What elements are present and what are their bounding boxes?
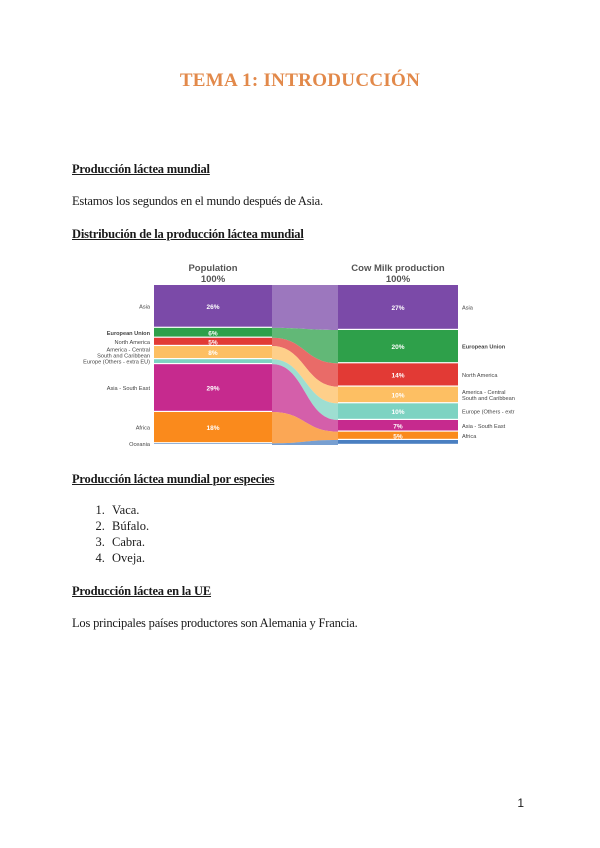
page-number: 1 — [517, 796, 524, 810]
population-value-label: 6% — [208, 330, 218, 338]
milk-value-label: 5% — [393, 433, 403, 441]
right-category-label: America - Central — [462, 390, 506, 396]
milk-value-label: 20% — [391, 344, 405, 352]
milk-value-label: 7% — [393, 423, 403, 431]
left-category-label: Africa — [135, 425, 150, 432]
right-category-label: Asia — [462, 305, 473, 312]
left-category-label: Europe (Others - extra EU) — [83, 359, 150, 366]
population-value-label: 18% — [206, 425, 220, 433]
list-item: 4. Oveja. — [108, 550, 149, 566]
milk-value-label: 10% — [391, 392, 405, 400]
column-subtitle: 100% — [385, 274, 411, 285]
right-category-label: North America — [462, 373, 498, 379]
left-category-label: South and Caribbean — [97, 353, 150, 360]
population-value-label: 29% — [206, 385, 220, 393]
flow-band — [272, 285, 338, 330]
milk-bar — [338, 440, 458, 444]
column-title: Cow Milk production — [351, 263, 445, 274]
left-category-label: America - Central — [106, 347, 150, 354]
list-item: 2. Búfalo. — [108, 518, 149, 534]
list-item: 3. Cabra. — [108, 534, 149, 550]
milk-distribution-chart — [70, 258, 530, 452]
species-list — [72, 502, 149, 566]
list-item: 1. Vaca. — [108, 502, 149, 518]
population-value-label: 5% — [208, 339, 218, 347]
left-category-label: Asia - South East — [106, 386, 150, 393]
column-title: Population — [188, 263, 238, 274]
milk-value-label: 14% — [391, 372, 405, 380]
right-category-label: European Union — [462, 344, 506, 351]
milk-value-label: 27% — [391, 305, 405, 312]
heading-por-especies: Producción láctea mundial por especies — [72, 472, 275, 486]
column-subtitle: 100% — [200, 274, 226, 285]
right-category-label: South and Caribbean — [462, 396, 515, 402]
population-bar — [154, 359, 272, 363]
right-category-label: Asia - South East — [462, 423, 506, 430]
population-value-label: 8% — [208, 350, 218, 358]
milk-value-label: 10% — [391, 409, 405, 417]
left-category-label: North America — [114, 339, 150, 346]
right-category-label: Africa — [462, 433, 477, 440]
left-category-label: Asia — [139, 304, 150, 311]
document-title: TEMA 1: INTRODUCCIÓN — [179, 70, 421, 91]
right-category-label: Europe (Others - extr — [462, 409, 515, 416]
paragraph-ue: Los principales países productores son Alemania y Francia. — [72, 616, 358, 630]
left-category-label: Oceania — [129, 442, 150, 449]
population-value-label: 26% — [206, 303, 220, 311]
heading-produccion-mundial: Producción láctea mundial — [72, 162, 210, 176]
left-category-label: European Union — [106, 330, 150, 337]
heading-ue: Producción láctea en la UE — [72, 584, 212, 598]
population-bar — [154, 443, 272, 444]
heading-distribucion: Distribución de la producción láctea mundial — [72, 227, 304, 241]
paragraph-asia: Estamos los segundos en el mundo después de Asia. — [72, 194, 323, 208]
